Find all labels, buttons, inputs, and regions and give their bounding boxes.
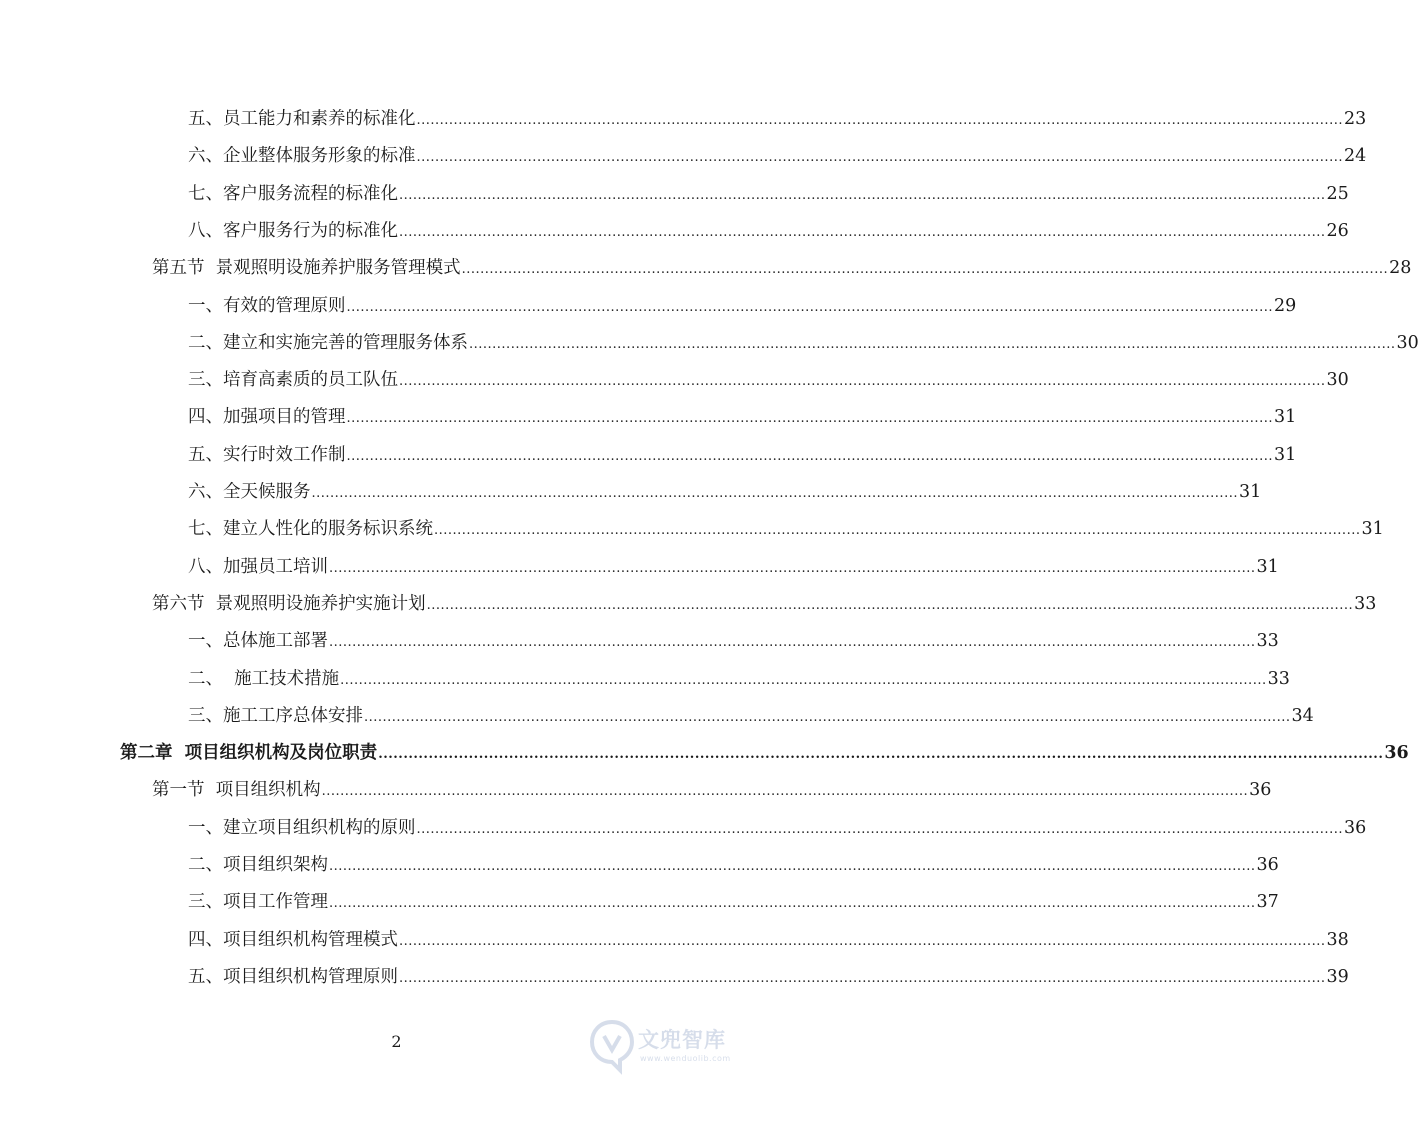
toc-entry-page: 31 — [1256, 556, 1279, 577]
toc-leader-dots: ........................................................................................................................................................................................................ — [329, 859, 1256, 874]
toc-leader-dots: ........................................................................................................................................................................................................ — [434, 523, 1361, 539]
toc-entry-section[interactable] — [152, 772, 1272, 809]
toc-entry-item[interactable] — [188, 623, 1279, 660]
toc-entry-label: 六、全天候服务 — [188, 482, 311, 502]
toc-entry-item[interactable] — [188, 810, 1367, 847]
toc-entry-label: 二、建立和实施完善的管理服务体系 — [188, 332, 468, 353]
toc-entry-label: 五、实行时效工作制 — [188, 444, 346, 465]
toc-entry-label: 五、项目组织机构管理原则 — [188, 966, 398, 987]
toc-leader-dots: ........................................................................................................................................................................................................ — [399, 374, 1326, 390]
toc-entry-item[interactable] — [188, 399, 1297, 436]
toc-entry-item[interactable] — [188, 437, 1297, 474]
toc-entry-item[interactable] — [188, 138, 1367, 175]
toc-leader-dots: ........................................................................................................................................................................................................ — [346, 448, 1273, 464]
toc-entry-item[interactable] — [188, 884, 1279, 921]
toc-entry-chapter[interactable] — [120, 735, 1409, 772]
toc-entry-label: 四、项目组织机构管理模式 — [188, 929, 398, 950]
toc-entry-label: 一、有效的管理原则 — [188, 295, 346, 316]
toc-entry-page: 38 — [1326, 929, 1349, 950]
toc-leader-dots: ........................................................................................................................................................................................................ — [399, 187, 1326, 203]
toc-entry-label: 一、总体施工部署 — [188, 631, 328, 652]
toc-entry-page: 34 — [1291, 705, 1314, 726]
toc-leader-dots: ........................................................................................................................................................................................................ — [469, 336, 1396, 352]
toc-entry-label: 第二章 项目组织机构及岗位职责 — [120, 743, 378, 764]
toc-leader-dots: ........................................................................................................................................................................................................ — [378, 747, 1384, 763]
toc-entry-section[interactable] — [152, 250, 1412, 287]
watermark-text: 文兜智库 — [638, 1028, 726, 1052]
toc-leader-dots: ........................................................................................................................................................................................................ — [416, 150, 1343, 166]
toc-leader-dots: ........................................................................................................................................................................................................ — [340, 672, 1267, 688]
watermark-logo-icon — [590, 1020, 634, 1072]
toc-leader-dots: ........................................................................................................................................................................................................ — [399, 224, 1326, 240]
toc-entry-label: 三、培育高素质的员工队伍 — [188, 370, 398, 391]
watermark-url: www.wenduolib.com — [640, 1054, 731, 1063]
toc-entry-page: 30 — [1326, 370, 1349, 391]
toc-entry-item[interactable] — [188, 474, 1262, 511]
toc-entry-page: 33 — [1267, 668, 1290, 689]
toc-leader-dots: ........................................................................................................................................................................................................ — [346, 411, 1273, 427]
toc-entry-label: 二、项目组织架构 — [188, 855, 328, 875]
toc-entry-page: 31 — [1273, 444, 1297, 465]
toc-leader-dots: ........................................................................................................................................................................................................ — [426, 597, 1354, 613]
toc-entry-page: 33 — [1256, 631, 1279, 652]
toc-entry-item[interactable] — [188, 922, 1349, 959]
toc-leader-dots: ........................................................................................................................................................................................................ — [399, 970, 1326, 986]
toc-entry-page: 36 — [1384, 743, 1409, 764]
page-number: 2 — [391, 1032, 402, 1051]
toc-entry-page: 33 — [1354, 593, 1377, 614]
toc-entry-label: 一、建立项目组织机构的原则 — [188, 817, 416, 838]
toc-leader-dots: ........................................................................................................................................................................................................ — [399, 933, 1326, 949]
toc-entry-item[interactable] — [188, 101, 1367, 138]
toc-entry-label: 第六节 景观照明设施养护实施计划 — [152, 593, 426, 614]
toc-entry-label: 五、员工能力和素养的标准化 — [188, 109, 416, 129]
toc-leader-dots: ........................................................................................................................................................................................................ — [461, 262, 1389, 278]
toc-entry-label: 七、客户服务流程的标准化 — [188, 183, 398, 204]
toc-entry-page: 29 — [1273, 295, 1297, 316]
toc-entry-page: 36 — [1343, 817, 1367, 838]
toc-entry-item[interactable] — [188, 288, 1297, 325]
toc-entry-label: 三、项目工作管理 — [188, 892, 328, 913]
toc-entry-page: 24 — [1343, 146, 1367, 167]
toc-entry-page: 25 — [1326, 183, 1349, 204]
toc-entry-item[interactable] — [188, 661, 1290, 698]
toc-leader-dots: ........................................................................................................................................................................................................ — [416, 821, 1343, 837]
toc-entry-item[interactable] — [188, 549, 1279, 586]
toc-entry-page: 31 — [1361, 519, 1384, 540]
toc-entry-page: 39 — [1326, 966, 1349, 987]
toc-entry-label: 八、加强员工培训 — [188, 556, 328, 577]
watermark — [590, 1018, 765, 1074]
toc-entry-label: 三、施工工序总体安排 — [188, 705, 363, 726]
toc-entry-label: 六、企业整体服务形象的标准 — [188, 146, 416, 167]
toc-entry-page: 36 — [1256, 855, 1279, 875]
toc-entry-item[interactable] — [188, 325, 1419, 362]
toc-entry-page: 30 — [1396, 332, 1419, 353]
toc-entry-item[interactable] — [188, 362, 1349, 399]
toc-entry-page: 31 — [1273, 407, 1297, 428]
toc-leader-dots: ........................................................................................................................................................................................................ — [329, 560, 1256, 576]
toc-leader-dots: ........................................................................................................................................................................................................ — [364, 709, 1291, 725]
toc-leader-dots: ........................................................................................................................................................................................................ — [311, 486, 1238, 501]
toc-entry-label: 八、客户服务行为的标准化 — [188, 220, 398, 241]
toc-entry-label: 四、加强项目的管理 — [188, 407, 346, 428]
toc-entry-item[interactable] — [188, 213, 1349, 250]
toc-entry-item[interactable] — [188, 959, 1349, 996]
toc-entry-item[interactable] — [188, 847, 1279, 884]
toc-entry-page: 36 — [1249, 780, 1272, 801]
toc-entry-page: 37 — [1256, 892, 1279, 913]
toc-leader-dots: ........................................................................................................................................................................................................ — [346, 299, 1273, 315]
toc-entry-label: 第一节 项目组织机构 — [152, 780, 321, 801]
toc-entry-item[interactable] — [188, 176, 1349, 213]
toc-entry-label: 第五节 景观照明设施养护服务管理模式 — [152, 258, 461, 279]
toc-leader-dots: ........................................................................................................................................................................................................ — [329, 896, 1256, 912]
toc-leader-dots: ........................................................................................................................................................................................................ — [416, 113, 1343, 128]
toc-entry-item[interactable] — [188, 698, 1314, 735]
toc-entry-page: 26 — [1326, 220, 1349, 241]
toc-entry-section[interactable] — [152, 586, 1377, 623]
toc-leader-dots: ........................................................................................................................................................................................................ — [329, 635, 1256, 651]
toc-entry-page: 31 — [1238, 482, 1262, 502]
toc-leader-dots: ........................................................................................................................................................................................................ — [321, 784, 1249, 800]
toc-entry-label: 七、建立人性化的服务标识系统 — [188, 519, 433, 540]
toc-entry-page: 23 — [1343, 109, 1367, 129]
toc-entry-label: 二、 施工技术措施 — [188, 668, 340, 689]
toc-entry-item[interactable] — [188, 511, 1384, 548]
toc-entry-page: 28 — [1389, 258, 1412, 279]
